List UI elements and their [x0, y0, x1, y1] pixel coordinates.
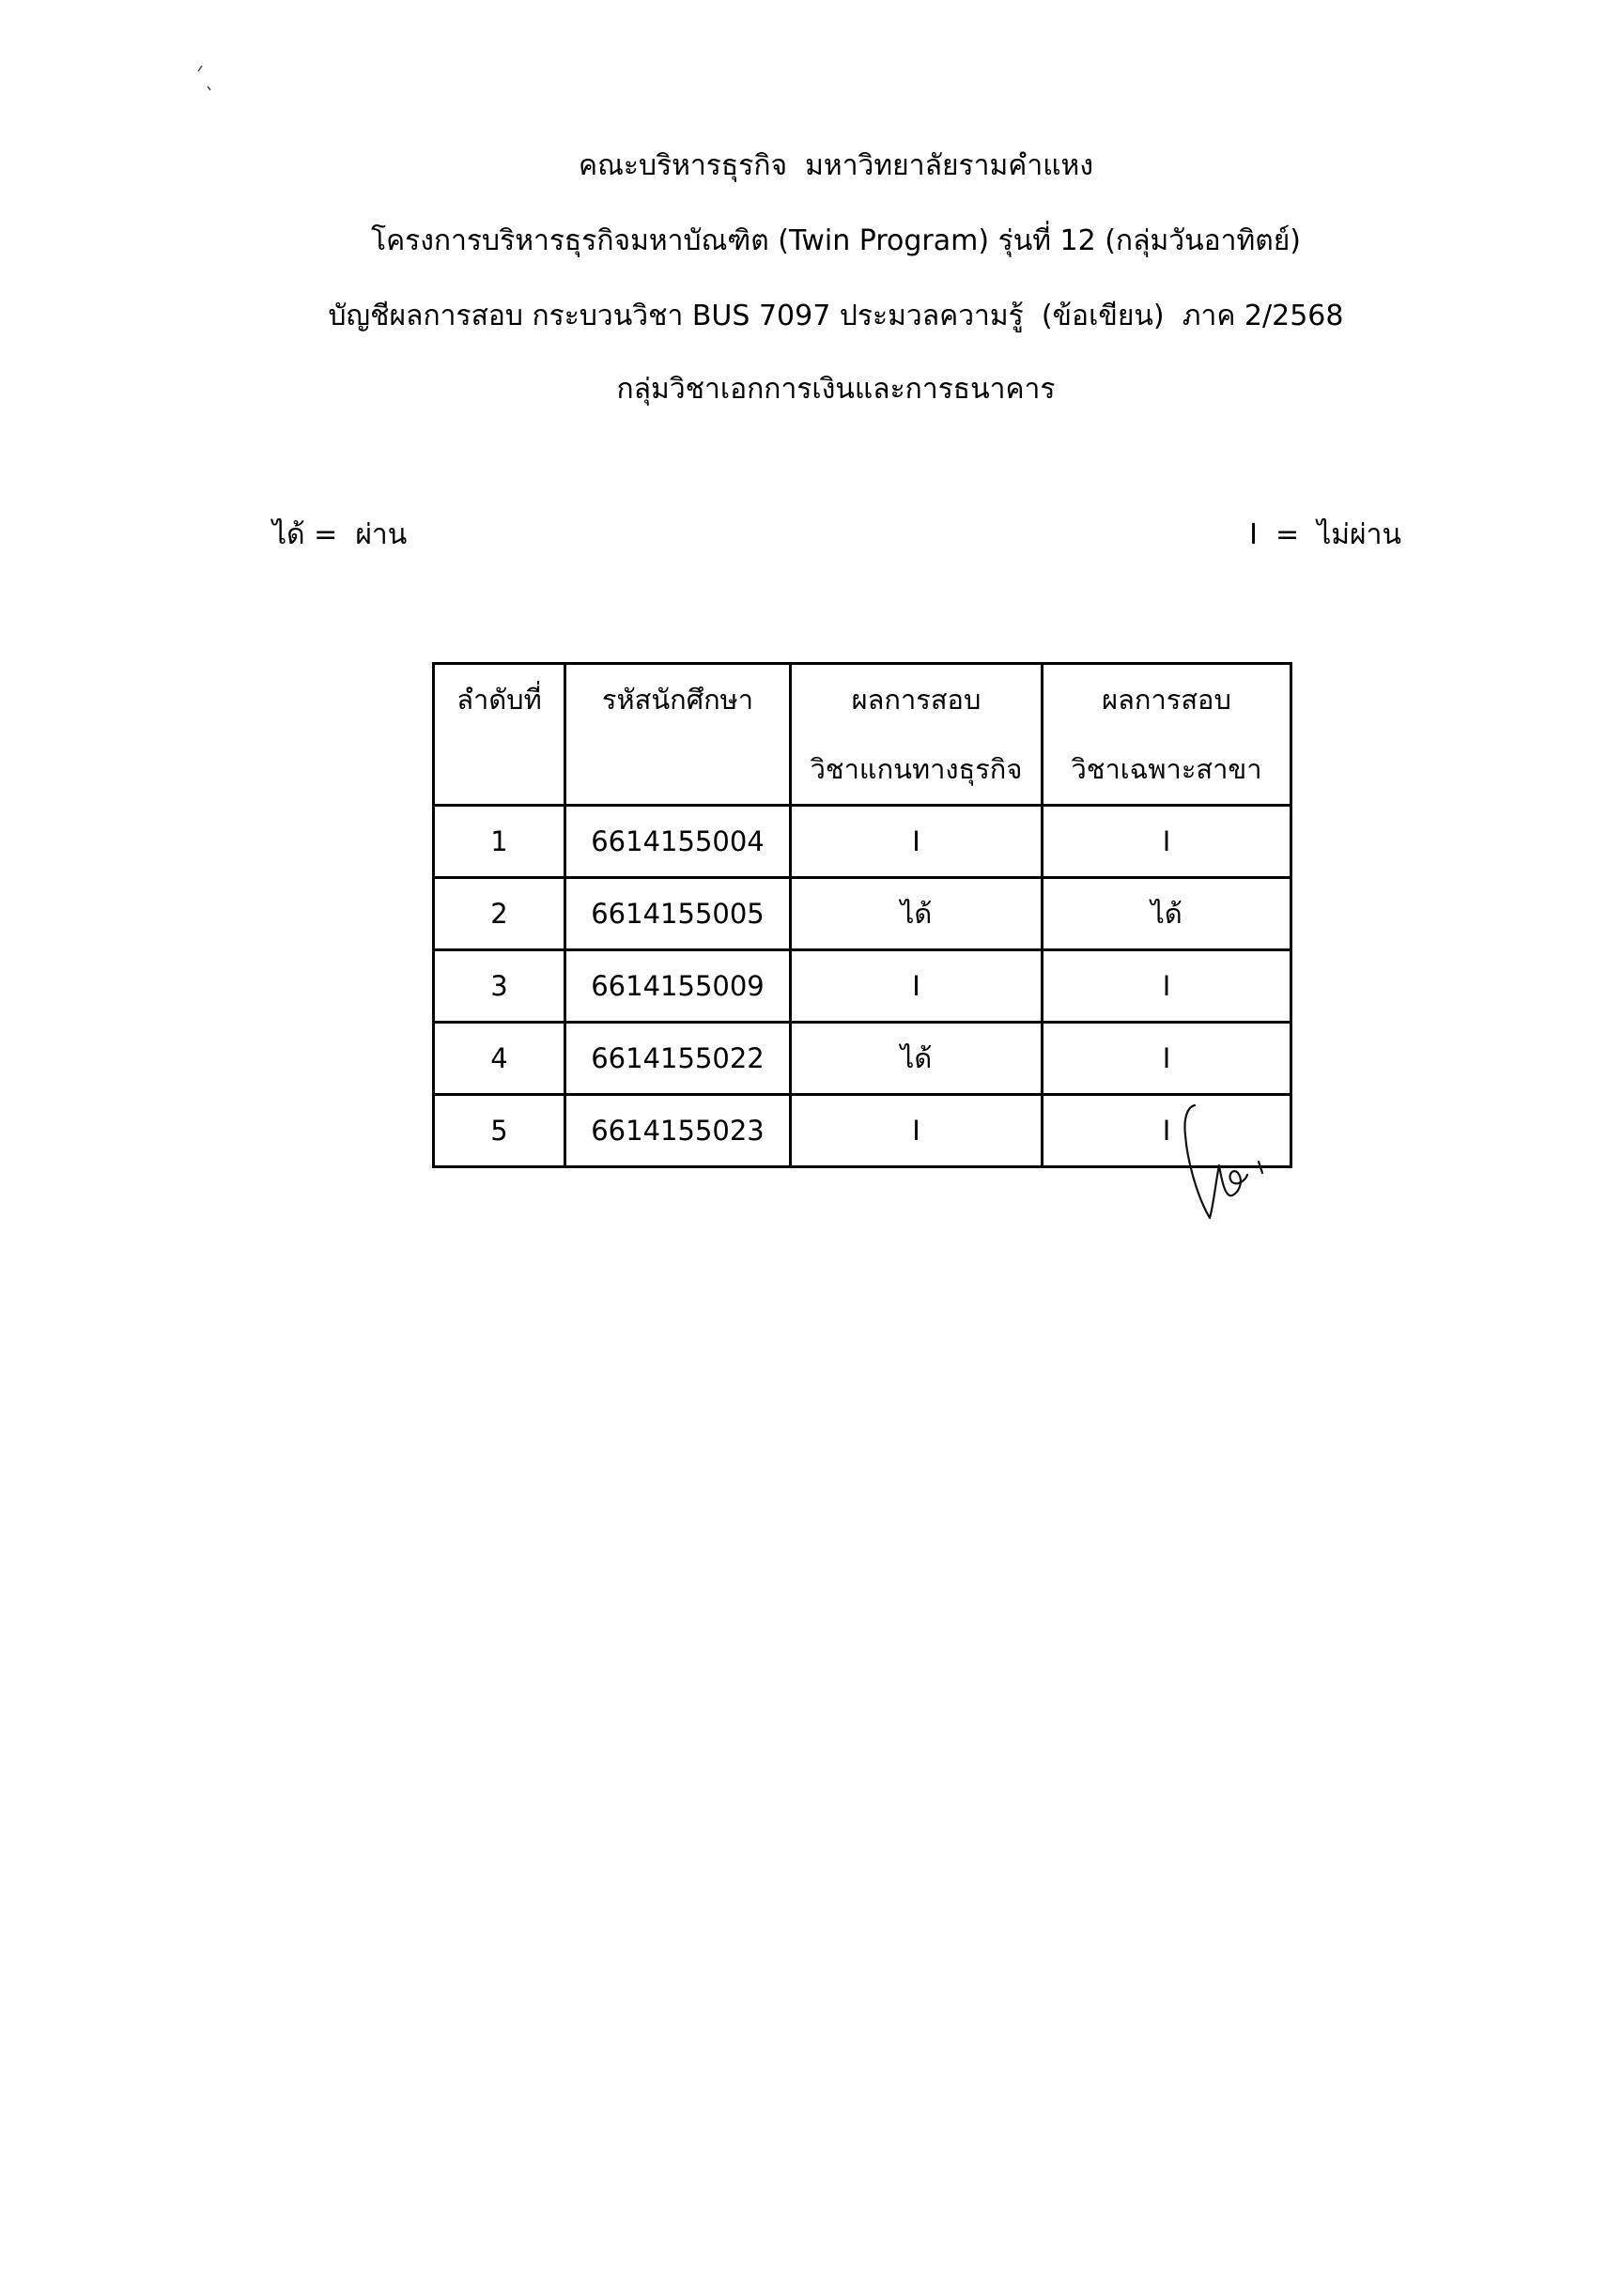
header-no-label: ลำดับที่ [456, 684, 542, 716]
cell-no: 4 [434, 1023, 565, 1095]
cell-no: 3 [434, 950, 565, 1023]
cell-core-result: I [791, 950, 1043, 1023]
scan-mark [193, 56, 221, 99]
document-title: บัญชีผลการสอบ กระบวนวิชา BUS 7097 ประมวลความรู้ (ข้อเขียน) ภาค 2/2568 [328, 300, 1344, 332]
header-no [434, 664, 565, 806]
cell-student-id: 6614155009 [565, 950, 791, 1023]
legend-fail: I = ไม่ผ่าน [1249, 518, 1401, 551]
table-row [434, 1023, 1291, 1095]
cell-core-result: I [791, 1095, 1043, 1167]
cell-major-result: I [1043, 1095, 1291, 1167]
table-row [434, 950, 1291, 1023]
cell-major-result: I [1043, 950, 1291, 1023]
cell-student-id: 6614155005 [565, 878, 791, 950]
header-core-result [791, 664, 1043, 806]
header-major-result [1043, 664, 1291, 806]
cell-major-result: I [1043, 806, 1291, 878]
cell-major-result: ได้ [1043, 878, 1291, 950]
program-heading: โครงการบริหารธุรกิจมหาบัณฑิต (Twin Program) รุ่นที่ 12 (กลุ่มวันอาทิตย์) [370, 224, 1302, 257]
cell-major-result: I [1043, 1023, 1291, 1095]
cell-student-id: 6614155022 [565, 1023, 791, 1095]
header-major-line1: ผลการสอบ [1102, 684, 1231, 716]
cell-student-id: 6614155004 [565, 806, 791, 878]
cell-core-result: I [791, 806, 1043, 878]
table-row [434, 806, 1291, 878]
header-core-line2: วิชาแกนทางธุรกิจ [810, 753, 1023, 785]
cell-no: 2 [434, 878, 565, 950]
signature [1172, 1094, 1275, 1230]
header-student-id [565, 664, 791, 806]
faculty-heading: คณะบริหารธุรกิจ มหาวิทยาลัยรามคำแหง [579, 149, 1093, 182]
header-core-line1: ผลการสอบ [851, 684, 982, 716]
header-student-id-label: รหัสนักศึกษา [601, 684, 754, 716]
table-row [434, 1095, 1291, 1167]
table-row [434, 878, 1291, 950]
table-header-row [434, 664, 1291, 806]
results-table [432, 662, 1292, 1168]
cell-core-result: ได้ [791, 878, 1043, 950]
header-major-line2: วิชาเฉพาะสาขา [1071, 753, 1262, 785]
cell-core-result: ได้ [791, 1023, 1043, 1095]
cell-student-id: 6614155023 [565, 1095, 791, 1167]
cell-no: 1 [434, 806, 565, 878]
major-heading: กลุ่มวิชาเอกการเงินและการธนาคาร [616, 373, 1056, 406]
legend-pass: ได้ = ผ่าน [272, 518, 408, 551]
cell-no: 5 [434, 1095, 565, 1167]
